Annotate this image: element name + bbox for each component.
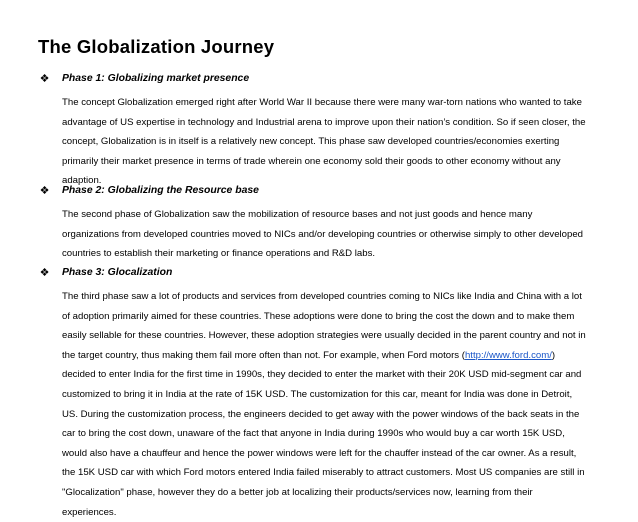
link-line-after: ) (551, 349, 556, 361)
body-line: experiences. (62, 506, 117, 518)
body-line: would also have a chauffeur and hence the power windows were left for the chauffer instead of the car owner. As a result, (62, 447, 577, 459)
body-line: concept, Globalization is in itself is a relatively new concept. This phase saw developed countries/economies exerting (62, 136, 560, 148)
section-heading-row (38, 72, 598, 89)
link-line-before: the target country, thus making them fail more often than not. For example, when Ford motors ( (62, 349, 465, 361)
ford-website-link[interactable]: http://www.ford.com/ (464, 349, 552, 361)
page-title: The Globalization Journey (38, 36, 275, 57)
section-phase-3 (38, 266, 598, 522)
body-line: The third phase saw a lot of products and services from developed countries coming to NICs like India and China with a lot (62, 291, 582, 302)
section-phase-2 (38, 184, 598, 264)
body-line: The second phase of Globalization saw the mobilization of resource bases and not just goods and hence many (62, 209, 533, 220)
section-heading-row (38, 266, 598, 283)
section-body (62, 93, 597, 191)
diamond-bullet-icon: ❖ (39, 185, 50, 197)
section-heading: Phase 2: Globalizing the Resource base (62, 185, 259, 196)
section-phase-1 (38, 72, 598, 191)
diamond-bullet-icon: ❖ (39, 267, 50, 279)
body-line: organizations from developed countries moved to NICs and/or developing countries or otherwise simply to other developed (62, 228, 584, 240)
section-body (62, 287, 597, 522)
section-body (62, 205, 597, 264)
body-line: advantage of US expertise in technology and Industrial arena to improve upon their nation’s condition. So if seen closer, the (62, 116, 586, 128)
body-line: car to bring the cost down, unaware of the fact that anyone in India during 1990s who would buy a car worth 15K USD, (62, 428, 565, 440)
body-line: The concept Globalization emerged right after World War II because there were many war-torn nations who wanted to take (62, 97, 582, 108)
body-line: "Glocalization" phase, however they do a better job at localizing their products/services now, learning from their (62, 486, 533, 498)
body-line: customized to bring it in India at the rate of 15K USD. The customization for this car, meant for India was done in Detroit, (62, 388, 573, 400)
body-line-with-link (62, 346, 597, 366)
body-line: decided to enter India for the first time in 1990s, they decided to enter the market with their 20K USD mid-segment car and (62, 369, 582, 381)
diamond-bullet-icon: ❖ (39, 73, 50, 85)
body-line: of adoption primarily aimed for these countries. These adoptions were done to bring the cost the down and to make them (62, 310, 575, 322)
section-heading: Phase 1: Globalizing market presence (62, 73, 250, 84)
body-line: countries to establish their marketing or finance operations and R&D labs. (62, 248, 376, 260)
body-line: primarily their market presence in terms of trade wherein one economy sold their goods to other economy without any (62, 155, 561, 167)
body-line: US. During the customization process, the engineers decided to get away with the power windows of the back seats in the (62, 408, 580, 420)
body-line: adaption. (62, 175, 102, 187)
section-heading: Phase 3: Glocalization (62, 267, 173, 278)
section-heading-row (38, 184, 598, 201)
body-line: easily sellable for these countries. However, these adoption strategies were usually decided in the parent country and not in (62, 330, 586, 342)
body-line: the 15K USD car with which Ford motors entered India failed miserably to attract customers. Most US companies are still in (62, 467, 585, 479)
